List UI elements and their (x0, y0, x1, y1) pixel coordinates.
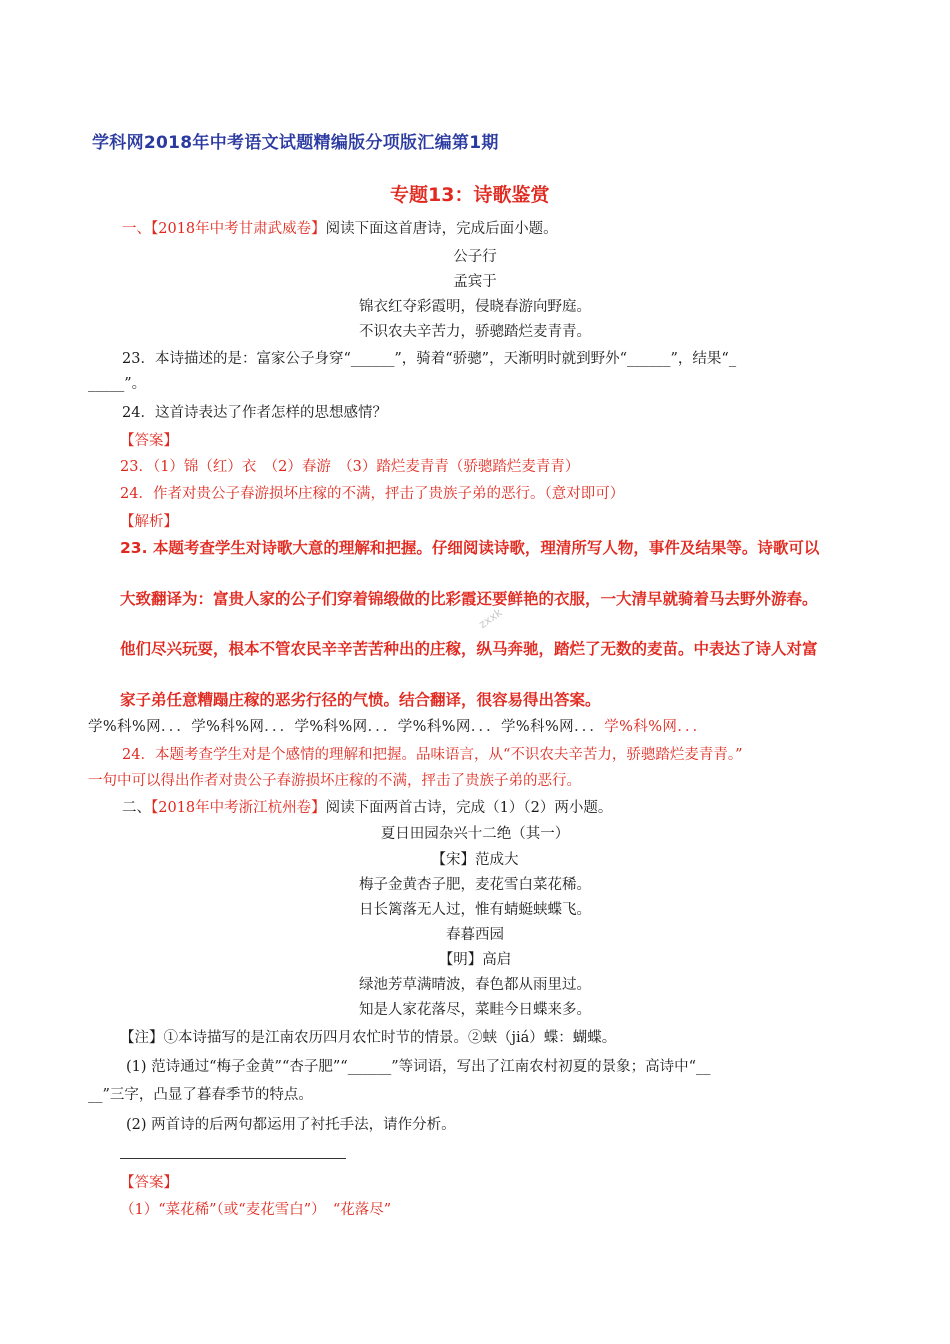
poem-author: 孟宾于 (453, 274, 497, 290)
poem-title: 公子行 (453, 249, 497, 265)
poem2-author: 【明】高启 (438, 952, 512, 968)
answer-1: （1）“菜花稀”（或“麦花雪白”） “花落尽” (120, 1202, 392, 1218)
poem1-title: 夏日田园杂兴十二绝（其一） (380, 826, 570, 842)
watermark-line-red: 学%科%网．．． (604, 719, 708, 735)
question-1-line2: __”三字，凸显了暮春季节的特点。 (88, 1087, 313, 1103)
poem-note: 【注】①本诗描写的是江南农历四月农忙时节的情景。②蛱（jiá）蝶：蝴蝶。 (120, 1030, 617, 1046)
analysis-23-line: 家子弟任意糟蹋庄稼的恶劣行径的气愤。结合翻译，很容易得出答案。 (120, 691, 601, 709)
section1-instruction: 阅读下面这首唐诗，完成后面小题。 (325, 221, 558, 237)
analysis-label: 【解析】 (120, 514, 178, 530)
poem-line: 锦衣红夺彩霞明，侵晓春游向野庭。 (359, 299, 591, 315)
poem-line: 不识农夫辛苦力，骄骢踏烂麦青青。 (359, 324, 591, 340)
question-1-line1: (1) 范诗通过“梅子金黄”“杏子肥”“______”等词语，写出了江南农村初夏的景象；高诗中“__ (126, 1059, 711, 1075)
poem2-title: 春暮西园 (446, 927, 504, 943)
analysis-23-line: 23. 本题考查学生对诗歌大意的理解和把握。仔细阅读诗歌，理清所写人物，事件及结果等。诗歌可以 (120, 539, 820, 557)
section2-heading (122, 796, 612, 817)
answer-blank-line (120, 1158, 346, 1159)
analysis-23-line: 大致翻译为：富贵人家的公子们穿着锦缎做的比彩霞还要鲜艳的衣服，一大清早就骑着马去野外游春。 (120, 590, 818, 608)
poem1-line: 日长篱落无人过，惟有蜻蜓蛱蝶飞。 (359, 902, 591, 918)
question-23-line2: _____”。 (88, 376, 147, 392)
analysis-23-line: 他们尽兴玩耍，根本不管农民辛辛苦苦种出的庄稼，纵马奔驰，踏烂了无数的麦苗。中表达了诗人对富 (120, 640, 818, 658)
section2-prefix: 二、 (122, 800, 151, 816)
answer-label: 【答案】 (120, 433, 178, 449)
analysis-24-line2: 一句中可以得出作者对贵公子春游损坏庄稼的不满，抨击了贵族子弟的恶行。 (88, 773, 581, 789)
poem2-line: 绿池芳草满晴波，春色都从雨里过。 (359, 977, 591, 993)
section2-instruction: 阅读下面两首古诗，完成（1）（2）两小题。 (325, 800, 613, 816)
series-title: 学科网2018年中考语文试题精编版分项版汇编第1期 (92, 133, 499, 153)
section2-source: 【2018年中考浙江杭州卷】 (151, 800, 326, 816)
watermark-text: zxxk (476, 605, 505, 632)
section1-source: 【2018年中考甘肃武威卷】 (151, 221, 326, 237)
question-23-line1: 23．本诗描述的是：富家公子身穿“______”，骑着“骄骢”，天渐明时就到野外“______”，结果“_ (122, 351, 737, 367)
answer-24: 24．作者对贵公子春游损坏庄稼的不满，抨击了贵族子弟的恶行。（意对即可） (120, 486, 625, 502)
analysis-24-line1: 24．本题考查学生对是个感情的理解和把握。品味语言，从“不识农夫辛苦力，骄骢踏烂麦青青。” (122, 747, 743, 763)
poem2-line: 知是人家花落尽，菜畦今日蝶来多。 (359, 1002, 591, 1018)
section1-prefix: 一、 (122, 221, 151, 237)
question-24: 24．这首诗表达了作者怎样的思想感情？ (122, 405, 387, 421)
topic-title: 专题13：诗歌鉴赏 (390, 184, 550, 206)
section1-heading (122, 217, 558, 238)
watermark-line (88, 715, 708, 736)
watermark-line-black: 学%科%网．．．学%科%网．．．学%科%网．．．学%科%网．．．学%科%网．．． (88, 719, 605, 735)
poem1-line: 梅子金黄杏子肥，麦花雪白菜花稀。 (359, 877, 591, 893)
question-2: (2) 两首诗的后两句都运用了衬托手法，请作分析。 (126, 1117, 456, 1133)
poem1-author: 【宋】范成大 (431, 852, 519, 868)
answer-23: 23．（1）锦（红）衣 （2）春游 （3）踏烂麦青青（骄骢踏烂麦青青） (120, 459, 580, 475)
answer-label-2: 【答案】 (120, 1175, 178, 1191)
